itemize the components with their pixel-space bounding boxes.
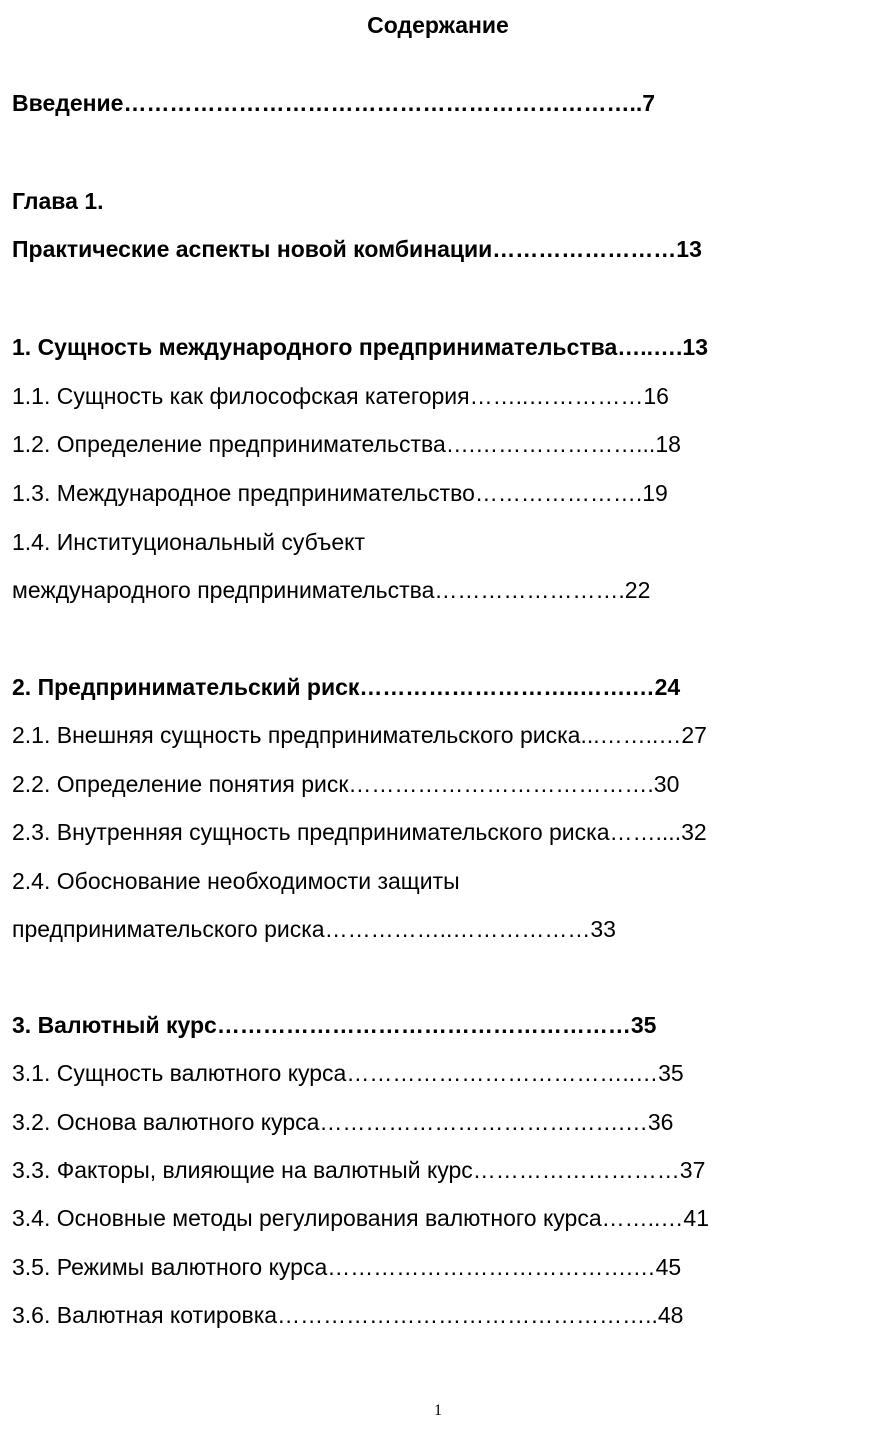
toc-entry-3-3: 3.3. Факторы, влияющие на валютный курс………………………37 — [12, 1157, 706, 1183]
toc-title: Содержание — [367, 12, 509, 38]
toc-entry-section-3: 3. Валютный курс………………………………………………35 — [12, 1012, 657, 1038]
toc-entry-1-4-continued: международного предпринимательства…………………….22 — [12, 577, 651, 603]
toc-entry-chapter-1: Практические аспекты новой комбинации……………………13 — [12, 236, 702, 262]
toc-entry-introduction: Введение…………………………………………………………..7 — [12, 90, 656, 116]
toc-entry-2-1: 2.1. Внешняя сущность предпринимательского риска...……..…27 — [12, 722, 707, 748]
toc-entry-1-2: 1.2. Определение предпринимательства….…………………...18 — [12, 431, 681, 457]
toc-entry-section-2: 2. Предпринимательский риск………………………..…….…24 — [12, 674, 681, 700]
toc-entry-1-4: 1.4. Институциональный субъект — [12, 529, 366, 555]
page-number: 1 — [434, 1402, 442, 1419]
toc-entry-3-1: 3.1. Сущность валютного курса………………………………..…35 — [12, 1060, 684, 1086]
toc-chapter-heading: Глава 1. — [12, 188, 104, 214]
toc-entry-3-6: 3.6. Валютная котировка…………………………………………..48 — [12, 1302, 684, 1328]
toc-entry-3-5: 3.5. Режимы валютного курса………………………………….…45 — [12, 1254, 682, 1280]
toc-entry-section-1: 1. Сущность международного предпринимательства…..….13 — [12, 334, 709, 360]
toc-entry-3-4: 3.4. Основные методы регулирования валютного курса……..…41 — [12, 1205, 709, 1231]
toc-entry-2-2: 2.2. Определение понятия риск………………………………….30 — [12, 771, 680, 797]
toc-entry-1-1: 1.1. Сущность как философская категория……..……………16 — [12, 383, 669, 409]
toc-entry-2-4-continued: предпринимательского риска……………..………………33 — [12, 916, 616, 942]
toc-entry-2-4: 2.4. Обоснование необходимости защиты — [12, 868, 460, 894]
toc-entry-2-3: 2.3. Внутренняя сущность предпринимательского риска……....32 — [12, 819, 707, 845]
toc-entry-3-2: 3.2. Основа валютного курса………………………………….…36 — [12, 1109, 674, 1135]
toc-entry-1-3: 1.3. Международное предпринимательство………………….19 — [12, 480, 668, 506]
